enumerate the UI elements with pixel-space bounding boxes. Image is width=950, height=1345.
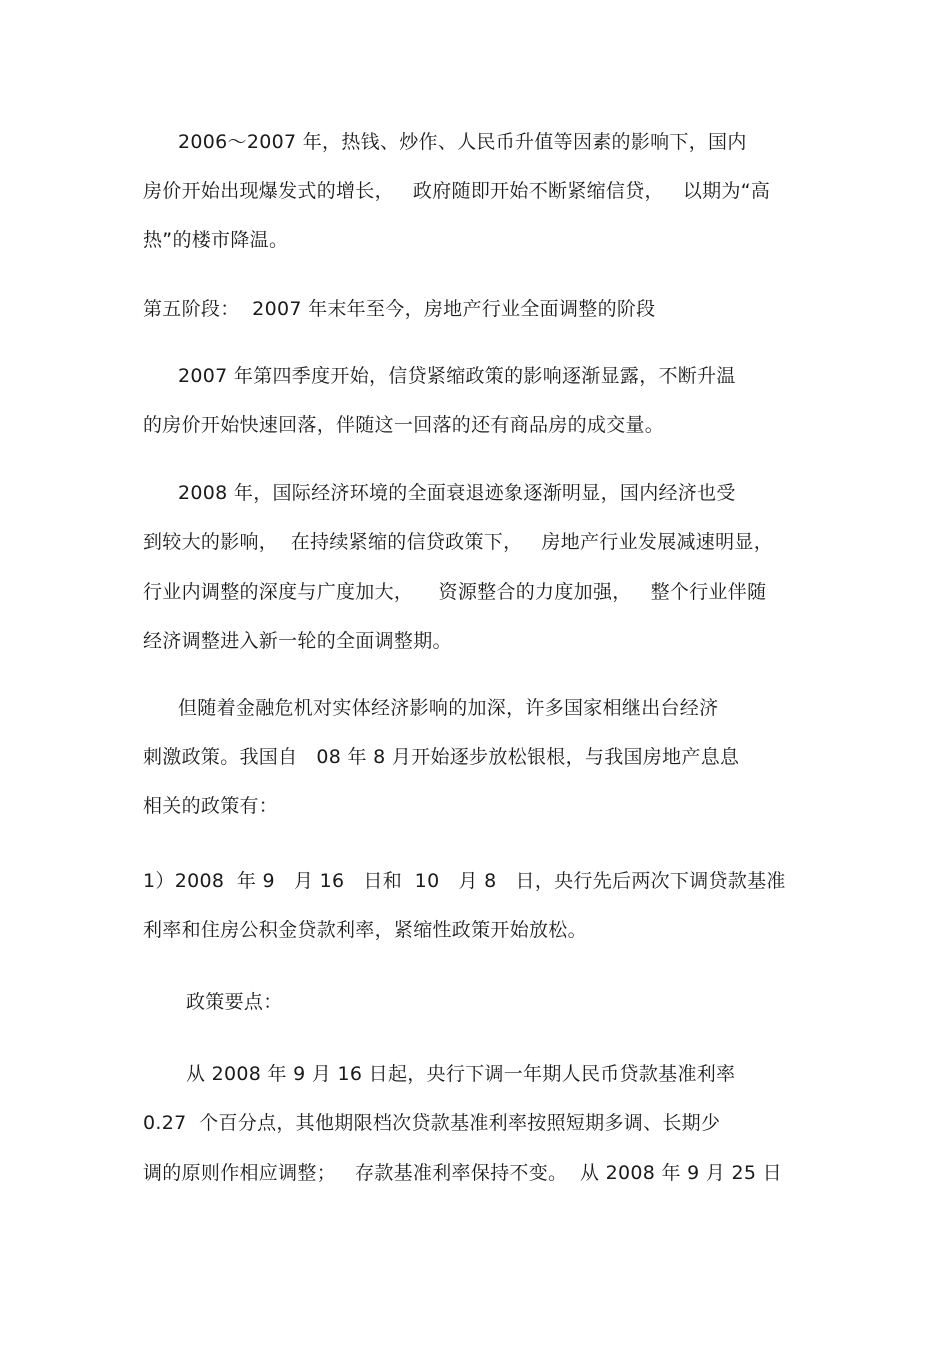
text-line: 到较大的影响， 在持续紧缩的信贷政策下， 房地产行业发展减速明显，	[143, 531, 773, 553]
text-line: 2008 年，国际经济环境的全面衰退迹象逐渐明显，国内经济也受	[178, 482, 736, 504]
text-line: 行业内调整的深度与广度加大， 资源整合的力度加强， 整个行业伴随	[143, 581, 767, 603]
text-line: 房价开始出现爆发式的增长， 政府随即开始不断紧缩信贷， 以期为“高	[143, 180, 771, 202]
text-line: 刺激政策。我国自 08 年 8 月开始逐步放松银根，与我国房地产息息	[143, 746, 740, 768]
section-heading: 第五阶段： 2007 年末年至今，房地产行业全面调整的阶段	[143, 298, 656, 320]
text-line: 2007 年第四季度开始，信贷紧缩政策的影响逐渐显露，不断升温	[178, 365, 736, 387]
text-line: 利率和住房公积金贷款利率，紧缩性政策开始放松。	[143, 919, 587, 941]
text-line: 的房价开始快速回落，伴随这一回落的还有商品房的成交量。	[143, 414, 665, 436]
text-line: 热”的楼市降温。	[143, 229, 289, 251]
text-line: 但随着金融危机对实体经济影响的加深，许多国家相继出台经济	[178, 697, 719, 719]
text-line: 2006～2007 年，热钱、炒作、人民币升值等因素的影响下，国内	[178, 131, 747, 153]
subheading: 政策要点：	[186, 991, 283, 1013]
text-line: 0.27 个百分点，其他期限档次贷款基准利率按照短期多调、长期少	[143, 1112, 721, 1134]
text-line: 经济调整进入新一轮的全面调整期。	[143, 630, 452, 652]
text-line: 相关的政策有：	[143, 795, 279, 817]
text-line: 调的原则作相应调整； 存款基准利率保持不变。 从 2008 年 9 月 25 日	[143, 1162, 782, 1184]
text-line: 从 2008 年 9 月 16 日起，央行下调一年期人民币贷款基准利率	[186, 1063, 736, 1085]
list-item: 1）2008 年 9 月 16 日和 10 月 8 日，央行先后两次下调贷款基准	[143, 870, 786, 892]
